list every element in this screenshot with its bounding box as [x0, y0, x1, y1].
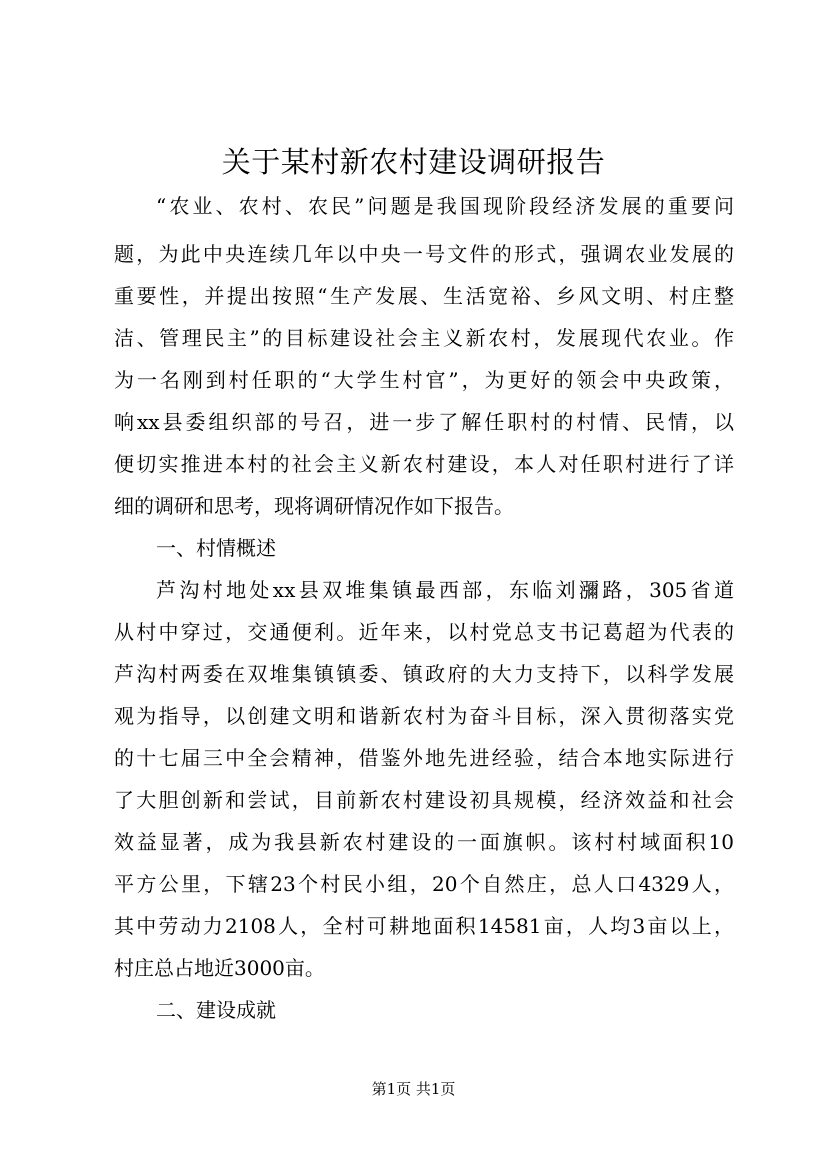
intro-line: 重要性，并提出按照“生产发展、生活宽裕、乡风文明、村庄整	[114, 284, 734, 308]
intro-line: 题，为此中央连续几年以中央一号文件的形式，强调农业发展的	[114, 242, 734, 266]
intro-line: “农业、农村、农民”问题是我国现阶段经济发展的重要问	[156, 194, 734, 218]
section1-line: 的十七届三中全会精神，借鉴外地先进经验，结合本地实际进行	[114, 746, 734, 770]
intro-line: 洁、管理民主”的目标建设社会主义新农村，发展现代农业。作	[114, 326, 734, 350]
section-heading: 一、村情概述	[156, 536, 276, 560]
section1-line: 了大胆创新和尝试，目前新农村建设初具规模，经济效益和社会	[114, 788, 734, 812]
document-title: 关于某村新农村建设调研报告	[221, 145, 606, 179]
section1-line: 平方公里，下辖23个村民小组，20个自然庄，总人口4329人，	[114, 872, 734, 896]
section1-line: 其中劳动力2108人，全村可耕地面积14581亩，人均3亩以上，	[114, 914, 734, 938]
section1-line: 芦沟村两委在双堆集镇镇委、镇政府的大力支持下，以科学发展	[114, 662, 734, 686]
section1-line: 观为指导，以创建文明和谐新农村为奋斗目标，深入贯彻落实党	[114, 704, 734, 728]
intro-line: 便切实推进本村的社会主义新农村建设，本人对任职村进行了详	[114, 452, 734, 476]
section1-line: 芦沟村地处xx县双堆集镇最西部，东临刘瀰路，305省道	[156, 578, 734, 602]
intro-line: 细的调研和思考，现将调研情况作如下报告。	[114, 494, 514, 518]
intro-line: 为一名刚到村任职的“大学生村官”，为更好的领会中央政策，	[114, 368, 734, 392]
intro-line: 响xx县委组织部的号召，进一步了解任职村的村情、民情，以	[114, 410, 734, 434]
section1-line: 村庄总占地近3000亩。	[114, 956, 325, 980]
section1-line: 从村中穿过，交通便利。近年来，以村党总支书记葛超为代表的	[114, 620, 734, 644]
section1-line: 效益显著，成为我县新农村建设的一面旗帜。该村村域面积10	[114, 830, 734, 854]
section-heading: 二、建设成就	[156, 998, 276, 1022]
page-number: 第1页 共1页	[371, 1080, 456, 1098]
